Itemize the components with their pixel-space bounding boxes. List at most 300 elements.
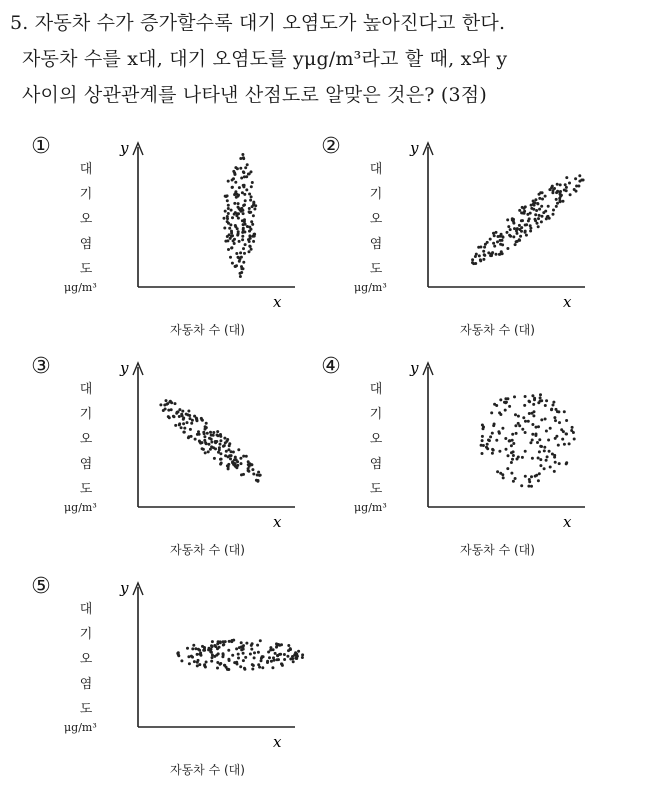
scatter-point [181, 410, 184, 413]
scatter-point [527, 485, 530, 488]
choice-number: ④ [321, 353, 341, 379]
scatter-point [210, 651, 213, 654]
scatter-point [563, 410, 566, 413]
scatter-point [226, 217, 229, 220]
scatter-point [509, 228, 512, 231]
x-axis-symbol: x [273, 293, 282, 311]
scatter-point [492, 424, 495, 427]
scatter-point [502, 476, 505, 479]
scatter-point [283, 658, 286, 661]
scatter-point [553, 470, 556, 473]
scatter-point [237, 217, 240, 220]
scatter-point [174, 424, 177, 427]
scatter-point [226, 464, 229, 467]
scatter-point [204, 451, 207, 454]
scatter-point [233, 242, 236, 245]
scatter-point [541, 215, 544, 218]
scatter-point [243, 218, 246, 221]
scatter-point [241, 153, 244, 156]
scatter-point [210, 441, 213, 444]
choice-4[interactable] [320, 355, 620, 575]
scatter-point [491, 448, 494, 451]
scatter-point [245, 642, 248, 645]
scatter-point [499, 398, 502, 401]
scatter-point [547, 439, 550, 442]
scatter-point [242, 652, 245, 655]
scatter-point [507, 225, 510, 228]
scatter-point [210, 438, 213, 441]
scatter-point [510, 461, 513, 464]
scatter-point [483, 253, 486, 256]
y-axis-label-char: 기 [79, 407, 93, 422]
scatter-point [512, 235, 515, 238]
scatter-point [208, 647, 211, 650]
scatter-point [227, 204, 230, 207]
scatter-point [233, 171, 236, 174]
scatter-point [501, 235, 504, 238]
scatter-point [540, 205, 543, 208]
scatter-point [537, 225, 540, 228]
scatter-point [255, 479, 258, 482]
scatter-point [301, 653, 304, 656]
scatter-point [197, 430, 200, 433]
scatter-point [260, 659, 263, 662]
scatter-point [568, 442, 571, 445]
scatter-point [227, 222, 230, 225]
scatter-point [524, 230, 527, 233]
scatter-point [242, 648, 245, 651]
scatter-point [482, 427, 485, 430]
scatter-point [527, 219, 530, 222]
scatter-point [514, 243, 517, 246]
scatter-point [480, 444, 483, 447]
scatter-point [535, 209, 538, 212]
y-axis-label [366, 377, 386, 502]
scatter-point [199, 442, 202, 445]
y-axis-label-char: 도 [79, 702, 93, 717]
scatter-point [242, 157, 245, 160]
scatter-point [209, 448, 212, 451]
scatter-point [188, 414, 191, 417]
scatter-point [481, 452, 484, 455]
scatter-point [266, 660, 269, 663]
scatter-point [514, 413, 517, 416]
scatter-point [533, 204, 536, 207]
scatter-point [246, 163, 249, 166]
scatter-point [481, 439, 484, 442]
scatter-point [556, 202, 559, 205]
scatter-point [252, 664, 255, 667]
scatter-point [274, 652, 277, 655]
scatter-point [250, 220, 253, 223]
scatter-point [224, 640, 227, 643]
scatter-points [471, 174, 585, 265]
scatter-point [196, 653, 199, 656]
y-axis-label-char: 도 [369, 262, 383, 277]
scatter-point [577, 185, 580, 188]
scatter-point [518, 224, 521, 227]
scatter-point [218, 446, 221, 449]
scatter-point [553, 456, 556, 459]
scatter-point [224, 441, 227, 444]
scatter-point [488, 439, 491, 442]
scatter-point [552, 209, 555, 212]
scatter-point [242, 171, 245, 174]
scatter-point [222, 643, 225, 646]
scatter-point [525, 234, 528, 237]
scatter-point [227, 467, 230, 470]
scatter-point [203, 435, 206, 438]
scatter-point [190, 422, 193, 425]
y-axis-label-char: 기 [369, 407, 383, 422]
scatter-point [521, 212, 524, 215]
scatter-point [544, 404, 547, 407]
scatter-point [545, 430, 548, 433]
scatter-point [187, 410, 190, 413]
scatter-point [219, 640, 222, 643]
scatter-point [507, 454, 510, 457]
scatter-point [238, 646, 241, 649]
scatter-point [236, 212, 239, 215]
scatter-point [269, 646, 272, 649]
scatter-point [254, 204, 257, 207]
scatter-point [522, 416, 525, 419]
scatter-point [569, 193, 572, 196]
scatter-point [240, 177, 243, 180]
scatter-point [228, 227, 231, 230]
scatter-point [276, 654, 279, 657]
scatter-point [200, 654, 203, 657]
scatter-point [547, 205, 550, 208]
scatter-point [543, 467, 546, 470]
scatter-point [195, 417, 198, 420]
scatter-point [247, 470, 250, 473]
scatter-point [235, 252, 238, 255]
scatter-point [516, 232, 519, 235]
scatter-point [521, 219, 524, 222]
scatter-point [240, 271, 243, 274]
scatter-point [516, 240, 519, 243]
scatter-point [504, 409, 507, 412]
scatter-point [242, 184, 245, 187]
scatter-point [559, 190, 562, 193]
scatter-point [224, 454, 227, 457]
y-axis-label [366, 157, 386, 282]
scatter-point [240, 641, 243, 644]
y-axis-label-char: 도 [79, 482, 93, 497]
scatter-point [250, 195, 253, 198]
y-axis-label-char: 염 [369, 457, 383, 472]
x-axis-caption: 자동차 수 (대) [460, 323, 535, 337]
scatter-point [258, 666, 261, 669]
scatter-point [243, 193, 246, 196]
scatter-point [252, 240, 255, 243]
scatter-point [508, 440, 511, 443]
scatter-point [244, 656, 247, 659]
scatter-point [201, 447, 204, 450]
scatter-point [217, 434, 220, 437]
scatter-point [537, 217, 540, 220]
scatter-point [191, 419, 194, 422]
choice-2[interactable] [320, 135, 620, 355]
y-axis-label-char: 오 [369, 432, 383, 447]
scatter-point [516, 458, 519, 461]
scatter-point [248, 240, 251, 243]
scatter-point [524, 450, 527, 453]
y-axis-label-char: 도 [369, 482, 383, 497]
scatter-point [176, 652, 179, 655]
scatter-point [553, 416, 556, 419]
scatter-point [237, 256, 240, 259]
scatter-point [558, 462, 561, 465]
scatter-point [561, 438, 564, 441]
scatter-point [234, 224, 237, 227]
scatter-point [249, 237, 252, 240]
scatter-point [251, 468, 254, 471]
y-axis-label [76, 377, 96, 502]
choice-number: ③ [31, 353, 51, 379]
scatter-point [205, 422, 208, 425]
scatter-point [225, 666, 228, 669]
scatter-point [495, 253, 498, 256]
y-axis-label-char: 염 [369, 237, 383, 252]
scatter-point [276, 658, 279, 661]
scatter-point [245, 455, 248, 458]
scatter-point [253, 208, 256, 211]
scatter-point [555, 191, 558, 194]
scatter-point [513, 227, 516, 230]
scatter-point [162, 409, 165, 412]
scatter-point [251, 223, 254, 226]
scatter-point [506, 231, 509, 234]
scatter-point [270, 660, 273, 663]
y-axis-label-char: 대 [79, 602, 93, 617]
scatter-point [565, 419, 568, 422]
scatter-point [539, 458, 542, 461]
scatter-point [523, 404, 526, 407]
scatter-point [513, 395, 516, 398]
scatter-point [534, 198, 537, 201]
scatter-point [205, 661, 208, 664]
scatter-point [233, 213, 236, 216]
scatter-point [560, 194, 563, 197]
scatter-point [215, 440, 218, 443]
scatter-point [191, 656, 194, 659]
scatter-point [512, 480, 515, 483]
x-axis-caption: 자동차 수 (대) [170, 763, 245, 777]
scatter-point [234, 181, 237, 184]
scatter-point [543, 446, 546, 449]
scatter-point [477, 246, 480, 249]
scatter-point [549, 466, 552, 469]
scatter-point [237, 653, 240, 656]
scatter-point [573, 438, 576, 441]
scatter-point [180, 659, 183, 662]
scatter-point [554, 437, 557, 440]
y-unit-label: μg/m³ [64, 501, 97, 514]
scatter-point [546, 455, 549, 458]
choice-number: ① [31, 133, 51, 159]
scatter-point [545, 459, 548, 462]
scatter-point [539, 464, 542, 467]
scatter-points [176, 639, 304, 671]
scatter-point [531, 394, 534, 397]
scatter-point [555, 205, 558, 208]
scatter-point [481, 424, 484, 427]
scatter-point [487, 251, 490, 254]
scatter-point [224, 210, 227, 213]
scatter-point [524, 431, 527, 434]
scatter-point [489, 238, 492, 241]
scatter-point [554, 419, 557, 422]
scatter-point [178, 415, 181, 418]
scatter-point [501, 239, 504, 242]
scatter-point [571, 426, 574, 429]
scatter-point [540, 220, 543, 223]
scatter-point [491, 432, 494, 435]
scatter-point [246, 225, 249, 228]
scatter-point [472, 262, 475, 265]
scatter-point [259, 639, 262, 642]
scatter-point [204, 441, 207, 444]
y-axis-label-char: 오 [79, 432, 93, 447]
scatter-point [169, 400, 172, 403]
scatter-point [574, 177, 577, 180]
scatter-point [552, 213, 555, 216]
scatter-point [539, 393, 542, 396]
scatter-point [215, 654, 218, 657]
scatter-point [540, 418, 543, 421]
scatter-point [253, 656, 256, 659]
scatter-point [226, 438, 229, 441]
scatter-point [238, 207, 241, 210]
scatter-point [159, 403, 162, 406]
scatter-point [505, 448, 508, 451]
scatter-point [244, 199, 247, 202]
scatter-point [189, 428, 192, 431]
scatter-point [186, 647, 189, 650]
scatter-point [511, 458, 514, 461]
scatter-point [499, 472, 502, 475]
scatter-point [531, 439, 534, 442]
scatter-point [538, 438, 541, 441]
y-axis-label-char: 기 [79, 627, 93, 642]
scatter-point [224, 240, 227, 243]
scatter-point [241, 231, 244, 234]
scatter-point [497, 235, 500, 238]
scatter-point [570, 429, 573, 432]
scatter-point [232, 639, 235, 642]
scatter-point [531, 423, 534, 426]
choice-5[interactable] [30, 575, 330, 795]
scatter-point [489, 435, 492, 438]
y-axis-symbol: y [410, 139, 419, 157]
scatter-point [565, 176, 568, 179]
scatter-point [543, 449, 546, 452]
question-line-2: 자동차 수를 x대, 대기 오염도를 yμg/m³라고 할 때, x와 y [22, 48, 508, 70]
scatter-point [275, 642, 278, 645]
scatter-point [239, 665, 242, 668]
scatter-point [538, 208, 541, 211]
scatter-point [188, 662, 191, 665]
scatter-point [558, 421, 561, 424]
y-axis-label-char: 기 [369, 187, 383, 202]
scatter-point [496, 240, 499, 243]
scatter-point [271, 666, 274, 669]
scatter-point [208, 443, 211, 446]
scatter-point [515, 432, 518, 435]
scatter-point [240, 462, 243, 465]
scatter-point [495, 439, 498, 442]
scatter-point [504, 437, 507, 440]
y-axis-label-char: 염 [79, 457, 93, 472]
scatter-point [537, 479, 540, 482]
scatter-point [512, 450, 515, 453]
scatter-point [227, 212, 230, 215]
scatter-point [555, 198, 558, 201]
scatter-point [506, 397, 509, 400]
x-axis-symbol: x [563, 513, 572, 531]
scatter-point [471, 258, 474, 261]
scatter-point [232, 239, 235, 242]
scatter-point [227, 180, 230, 183]
scatter-point [232, 451, 235, 454]
scatter-point [517, 415, 520, 418]
scatter-point [226, 199, 229, 202]
choice-3[interactable] [30, 355, 330, 575]
scatter-point [560, 428, 563, 431]
y-axis-label-char: 기 [79, 187, 93, 202]
scatter-point [216, 667, 219, 670]
y-axis-label-char: 도 [79, 262, 93, 277]
scatter-point [165, 399, 168, 402]
choice-1[interactable] [30, 135, 330, 355]
x-axis-caption: 자동차 수 (대) [460, 543, 535, 557]
scatter-point [528, 400, 531, 403]
y-axis-label-char: 오 [369, 212, 383, 227]
scatter-point [219, 458, 222, 461]
scatter-point [197, 648, 200, 651]
scatter-point [529, 212, 532, 215]
scatter-point [534, 219, 537, 222]
scatter-point [242, 659, 245, 662]
scatter-point [231, 262, 234, 265]
scatter-point [504, 401, 507, 404]
scatter-point [563, 443, 566, 446]
scatter-point [227, 207, 230, 210]
scatter-point [500, 233, 503, 236]
scatter-point [235, 647, 238, 650]
scatter-point [482, 250, 485, 253]
scatter-point [249, 245, 252, 248]
scatter-point [510, 444, 513, 447]
scatter-point [549, 427, 552, 430]
scatter-point [524, 420, 527, 423]
scatter-point [231, 186, 234, 189]
scatter-point [227, 248, 230, 251]
scatter-point [519, 235, 522, 238]
scatter-point [490, 254, 493, 257]
scatter-point [251, 668, 254, 671]
scatter-point [222, 445, 225, 448]
scatter-point [537, 457, 540, 460]
scatter-point [508, 405, 511, 408]
scatter-point [511, 433, 514, 436]
scatter-point [278, 644, 281, 647]
scatter-point [582, 179, 585, 182]
scatter-point [228, 442, 231, 445]
scatter-point [250, 228, 253, 231]
